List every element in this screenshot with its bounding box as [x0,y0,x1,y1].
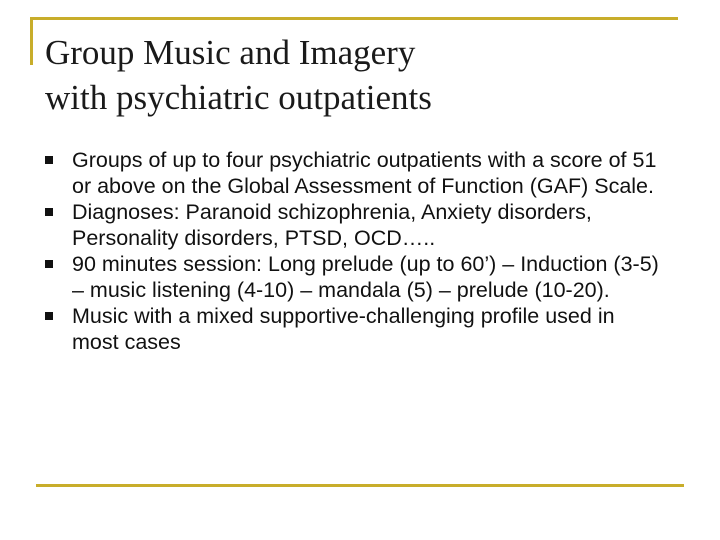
bullet-text: Music with a mixed supportive-challenging profile used in most cases [72,304,615,354]
bullet-item [45,251,665,303]
slide-title [45,30,685,120]
bullet-list [45,147,665,355]
bullet-item [45,199,665,251]
title-line-2: with psychiatric outpatients [45,78,432,117]
square-bullet-icon [45,312,53,320]
title-line-1: Group Music and Imagery [45,33,416,72]
square-bullet-icon [45,208,53,216]
bullet-item [45,147,665,199]
bullet-text: 90 minutes session: Long prelude (up to 60’) – Induction (3-5) – music listening (4-10) – mandala (5) – prelude (10-20). [72,252,659,302]
top-rule [30,17,678,20]
square-bullet-icon [45,156,53,164]
square-bullet-icon [45,260,53,268]
left-rule [30,17,33,65]
bullet-text: Diagnoses: Paranoid schizophrenia, Anxiety disorders, Personality disorders, PTSD, OCD….. [72,200,592,250]
bottom-rule [36,484,684,487]
bullet-item [45,303,665,355]
bullet-text: Groups of up to four psychiatric outpatients with a score of 51 or above on the Global Assessment of Function (GAF) Scale. [72,148,657,198]
